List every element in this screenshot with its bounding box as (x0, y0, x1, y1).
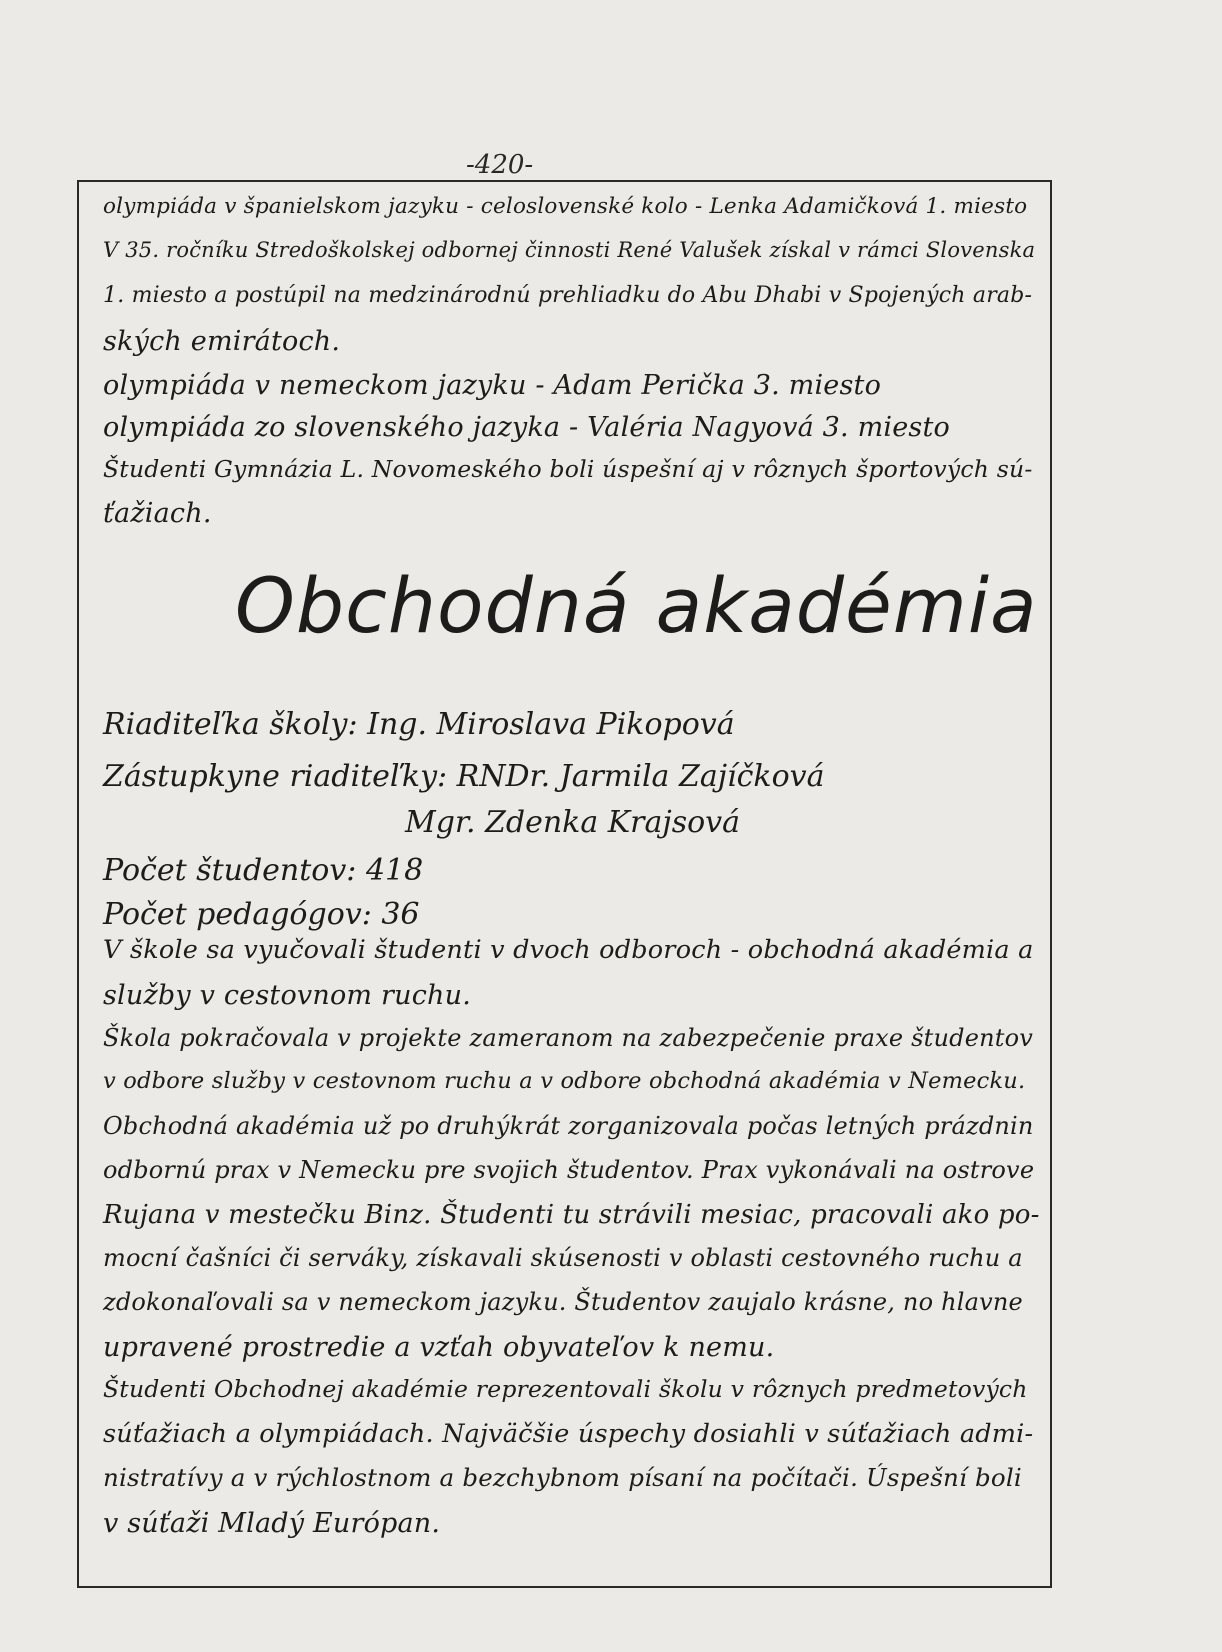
text-line: 1. miesto a postúpil na medzinárodnú prehliadku do Abu Dhabi v Spojených arab- (103, 283, 1033, 308)
teacher-count: Počet pedagógov: 36 (103, 897, 420, 932)
text-line: ťažiach. (103, 498, 212, 529)
student-count: Počet študentov: 418 (103, 853, 424, 888)
text-line: odbornú prax v Nemecku pre svojich študentov. Prax vykonávali na ostrove (103, 1156, 1035, 1184)
text-line: súťažiach a olympiádach. Najväčšie úspechy dosiahli v súťažiach admi- (103, 1419, 1034, 1449)
text-line: zdokonaľovali sa v nemeckom jazyku. Študentov zaujalo krásne, no hlavne (103, 1288, 1023, 1316)
director-line: Riaditeľka školy: Ing. Miroslava Pikopová (103, 707, 735, 742)
section-heading: Obchodná akadémia (235, 561, 1038, 650)
text-line: V škole sa vyučovali študenti v dvoch odboroch - obchodná akadémia a (103, 935, 1034, 965)
text-line: Obchodná akadémia už po druhýkrát zorganizovala počas letných prázdnin (103, 1112, 1034, 1140)
text-line: upravené prostredie a vzťah obyvateľov k nemu. (103, 1332, 775, 1363)
text-line: v súťaži Mladý Európan. (103, 1508, 441, 1539)
text-line: olympiáda v nemeckom jazyku - Adam Perička 3. miesto (103, 370, 882, 401)
text-line: Škola pokračovala v projekte zameranom na zabezpečenie praxe študentov (103, 1024, 1034, 1052)
text-line: služby v cestovnom ruchu. (103, 980, 471, 1011)
deputy-line: Mgr. Zdenka Krajsová (405, 805, 740, 840)
deputy-line: Zástupkyne riaditeľky: RNDr. Jarmila Zajíčková (103, 759, 825, 794)
text-line: Študenti Gymnázia L. Novomeského boli úspešní aj v rôznych športových sú- (103, 455, 1033, 483)
text-line: olympiáda zo slovenského jazyka - Valéria Nagyová 3. miesto (103, 412, 950, 443)
text-line: Rujana v mestečku Binz. Študenti tu strávili mesiac, pracovali ako po- (103, 1200, 1040, 1230)
text-line: mocní čašníci či serváky, získavali skúsenosti v oblasti cestovného ruchu a (103, 1244, 1023, 1272)
text-line: ských emirátoch. (103, 326, 341, 357)
page-number: -420- (466, 150, 534, 180)
text-line: v odbore služby v cestovnom ruchu a v odbore obchodná akadémia v Nemecku. (103, 1068, 1026, 1094)
text-line: Študenti Obchodnej akadémie reprezentovali školu v rôznych predmetových (103, 1375, 1028, 1403)
text-line: olympiáda v španielskom jazyku - celoslovenské kolo - Lenka Adamičková 1. miesto (103, 194, 1028, 219)
text-line: V 35. ročníku Stredoškolskej odbornej činnosti René Valušek získal v rámci Slovenska (103, 238, 1036, 262)
text-line: nistratívy a v rýchlostnom a bezchybnom písaní na počítači. Úspešní boli (103, 1463, 1022, 1492)
